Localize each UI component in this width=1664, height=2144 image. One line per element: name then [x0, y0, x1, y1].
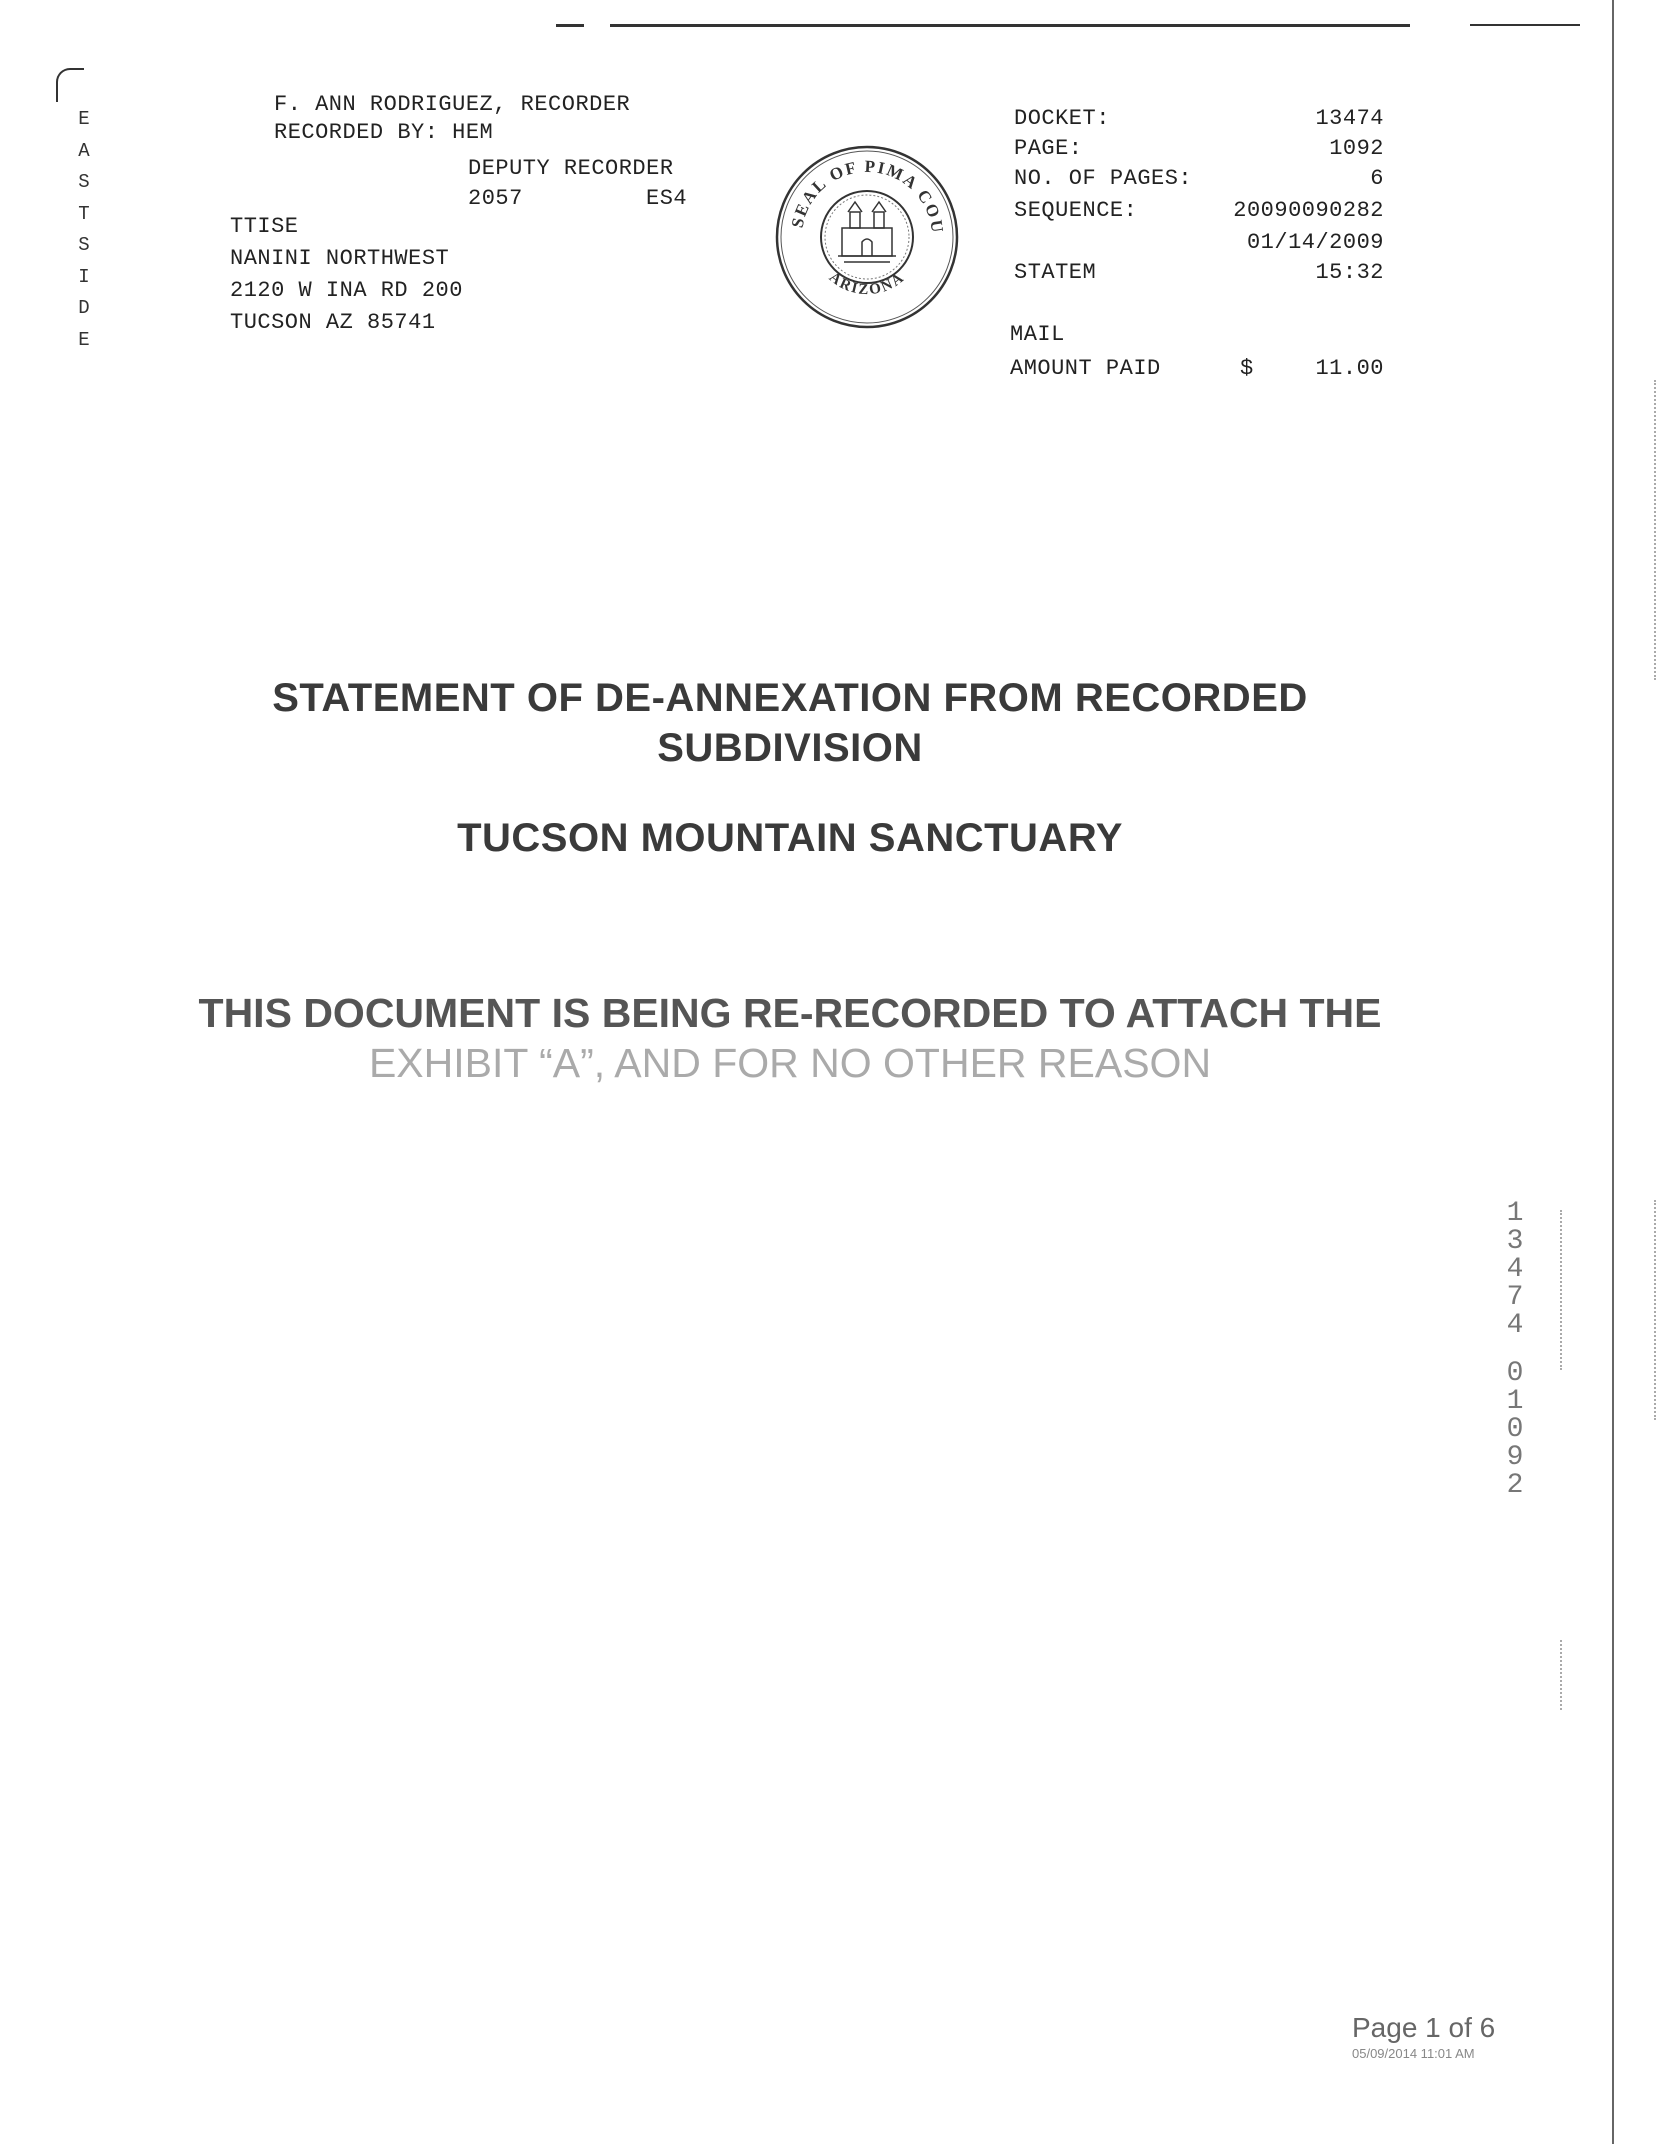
stamp-digit: 3: [1506, 1226, 1524, 1257]
sequence-value: 20090090282: [1233, 198, 1384, 223]
county-seal: [772, 142, 962, 332]
page-label: PAGE:: [1014, 136, 1083, 161]
stamp-digit: 7: [1506, 1282, 1524, 1313]
rerecord-notice-line1: THIS DOCUMENT IS BEING RE-RECORDED TO ATTACH THE: [198, 990, 1382, 1036]
svg-text:ARIZONA: [826, 269, 908, 298]
stamp-digit: 1: [1506, 1386, 1524, 1417]
stamp-digit: 2: [1506, 1470, 1524, 1501]
deputy-recorder: DEPUTY RECORDER: [468, 156, 674, 181]
return-address-line: TTISE: [230, 214, 299, 239]
recording-time: 15:32: [1315, 260, 1384, 285]
scan-artifact: [1560, 1640, 1564, 1710]
subdivision-name: TUCSON MOUNTAIN SANCTUARY: [457, 816, 1123, 860]
statem-label: STATEM: [1014, 260, 1097, 285]
stamp-gap: [1500, 1340, 1530, 1360]
docket-value: 13474: [1315, 106, 1384, 131]
stamp-digit: 4: [1506, 1310, 1524, 1341]
scan-edge-line: [610, 24, 1410, 27]
side-docket-stamp: [1500, 1200, 1530, 1500]
stamp-digit: 1: [1506, 1198, 1524, 1229]
eastside-label: [74, 104, 94, 356]
currency-symbol: $: [1240, 356, 1254, 381]
side-letter: T: [78, 202, 90, 225]
document-title-line2: SUBDIVISION: [657, 726, 923, 770]
document-title-line1: STATEMENT OF DE-ANNEXATION FROM RECORDED: [272, 676, 1308, 720]
seal-top-text: SEAL OF PIMA COU: [787, 156, 948, 236]
recorded-by: RECORDED BY: HEM: [274, 120, 494, 145]
side-letter: E: [78, 108, 90, 130]
amount-label: AMOUNT PAID: [1010, 356, 1161, 381]
mail-label: MAIL: [1010, 322, 1065, 347]
side-letter: D: [78, 297, 90, 319]
stamp-digit: 9: [1506, 1442, 1524, 1473]
page-number: Page 1 of 6: [1352, 2012, 1496, 2043]
scan-edge-line: [556, 24, 584, 27]
side-letter: S: [78, 234, 90, 256]
sequence-label: SEQUENCE:: [1014, 198, 1138, 223]
docket-label: DOCKET:: [1014, 106, 1110, 131]
recorder-code: 2057: [468, 186, 523, 211]
seal-graphic: [772, 142, 962, 332]
recorder-name: F. ANN RODRIGUEZ, RECORDER: [274, 92, 631, 117]
side-letter: I: [78, 265, 90, 288]
side-letter: A: [78, 139, 90, 162]
recording-date: 01/14/2009: [1246, 230, 1384, 255]
recorder-station: ES4: [646, 186, 688, 211]
stamp-digit: 4: [1506, 1254, 1524, 1285]
print-timestamp: 05/09/2014 11:01 AM: [1352, 2046, 1475, 2061]
stamp-digit: 0: [1506, 1414, 1524, 1445]
seal-bottom-text: ARIZONA: [825, 269, 909, 299]
scan-edge-line: [1470, 24, 1580, 26]
side-letter: S: [78, 171, 90, 193]
side-letter: E: [78, 328, 90, 351]
return-address-line: NANINI NORTHWEST: [230, 246, 450, 271]
pages-label: NO. OF PAGES:: [1014, 166, 1193, 191]
page-value: 1092: [1329, 136, 1384, 161]
pages-value: 6: [1370, 166, 1384, 191]
rerecord-notice-line2: EXHIBIT “A”, AND FOR NO OTHER REASON: [368, 1040, 1212, 1086]
scan-artifact: [1654, 1200, 1658, 1420]
stamp-digit: 0: [1506, 1358, 1524, 1389]
scan-artifact: [1654, 380, 1658, 680]
page-edge: [1612, 0, 1614, 2144]
scan-artifact: [1560, 1210, 1564, 1370]
side-bracket: [56, 68, 84, 102]
return-address-line: 2120 W INA RD 200: [230, 278, 463, 303]
return-address-line: TUCSON AZ 85741: [230, 310, 436, 335]
amount-value: 11.00: [1315, 356, 1384, 381]
